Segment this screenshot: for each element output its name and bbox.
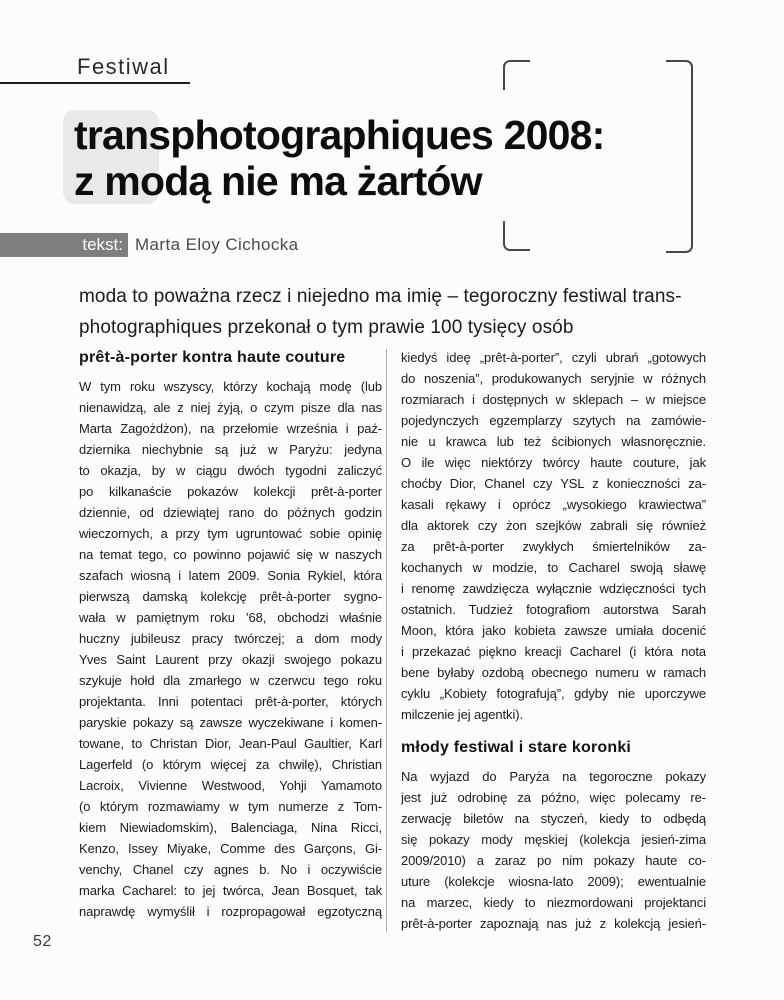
text-line: prêt-à-porter zapoznają nas już z kolekcją jesień-: [401, 916, 706, 931]
text-line: szafach wiosną i latem 2009. Sonia Rykiel, która: [79, 568, 382, 583]
text-line: paryskie pokazy są zawsze wyczekiwane i komen-: [79, 715, 382, 730]
text-line: Lagerfeld (o którym więcej za chwilę), Christian: [79, 757, 382, 772]
text-line: kasali rękawy i oprócz „wysokiego krawiectwa”: [401, 497, 706, 512]
text-line: Kenzo, Issey Miyake, Comme des Garçons, Gi-: [79, 841, 382, 856]
text-line: jest już odrobinę za późno, więc polecamy re-: [401, 790, 706, 805]
text-line: pojedynczych egzemplarzy szytych na zamówie-: [401, 413, 706, 428]
byline-author: Marta Eloy Cichocka: [135, 235, 299, 254]
text-line: uture (kolekcje wiosna-lato 2009); ewentualnie: [401, 874, 706, 889]
text-line: Na wyjazd do Paryża na tegoroczne pokazy: [401, 769, 706, 784]
photo-frame-bracket-top-left: [503, 60, 530, 90]
text-line: rozmiarach i dostępnych w sklepach – w miejsce: [401, 392, 706, 407]
right-column-paragraph-2: [401, 766, 706, 934]
text-line: Yves Saint Laurent przy okazji swojego pokazu: [79, 652, 382, 667]
text-line: choćby Dior, Chanel czy YSL z konieczności za-: [401, 476, 706, 491]
text-line: pierwszą damską kolekcję prêt-à-porter sygno-: [79, 589, 382, 604]
text-line: projektanta. Inni potentaci prêt-à-porter, których: [79, 694, 382, 709]
text-line: marka Cacharel: to jej twórca, Jean Bosquet, tak: [79, 883, 382, 898]
text-line: ostatnich. Tudzież fotografiom autorstwa Sarah: [401, 602, 706, 617]
text-line: towane, to Christan Dior, Jean-Paul Gaultier, Karl: [79, 736, 382, 751]
left-column-paragraph: [79, 376, 382, 922]
text-line: kiem Niewiadomskim), Balenciaga, Nina Ricci,: [79, 820, 382, 835]
section-label: Festiwal: [77, 54, 170, 79]
column-divider: [386, 349, 387, 932]
text-line: bene byłaby ozdobą obecnego numeru w ramach: [401, 665, 706, 680]
text-line: Moon, która jako kobieta zawsze umiała docenić: [401, 623, 706, 638]
text-line: O ile więc niektórzy twórcy haute couture, jak: [401, 455, 706, 470]
text-line: kiedyś ideę „prêt-à-porter”, czyli ubrań „gotowych: [401, 350, 706, 365]
article-title-line1: transphotographiques 2008:: [74, 112, 605, 158]
text-line: nienawidzą, ale z niej żyją, o czym pisze dla nas: [79, 400, 382, 415]
text-line: naprawdę wymyślił i rozpropagował egzotyczną: [79, 904, 382, 919]
section-header: [0, 54, 190, 84]
lead-paragraph: [79, 281, 711, 343]
text-line: na temat tego, co powinno pojawić się w naszych: [79, 547, 382, 562]
text-line: się pokazy mody męskiej (kolekcja jesień-zima: [401, 832, 706, 847]
text-line: cyklu „Kobiety fotografują”, gdyby nie uporczywe: [401, 686, 706, 701]
text-line: (o którym rozmawiamy w tym numerze z Tom-: [79, 799, 382, 814]
lead-line2: photographiques przekonał o tym prawie 100 tysięcy osób: [79, 317, 574, 338]
article-title-line2: z modą nie ma żartów: [74, 158, 482, 204]
text-line: 2009/2010) a zaraz po nim pokazy haute co-: [401, 853, 706, 868]
lead-line1: moda to poważna rzecz i niejedno ma imię – tegoroczny festiwal trans-: [79, 286, 682, 307]
right-column-paragraph-1-last-line: milczenie jej agentki).: [401, 707, 523, 722]
right-column: [401, 347, 706, 934]
text-line: dziennie, od dziewiątej rano do późnych godzin: [79, 505, 382, 520]
text-line: dla aktorek czy żon szejków zabrali się również: [401, 518, 706, 533]
left-column-heading: prêt-à-porter kontra haute couture: [79, 349, 346, 366]
text-line: huczny jubileusz pracy twórczej; a dom mody: [79, 631, 382, 646]
text-line: na marzec, kiedy to niezmordowani projektanci: [401, 895, 706, 910]
text-line: Lacroix, Vivienne Westwood, Yohji Yamamoto: [79, 778, 382, 793]
text-line: zerwację biletów na styczeń, kiedy to odbędą: [401, 811, 706, 826]
page-number: 52: [33, 933, 52, 950]
text-line: kochanych w modzie, to Cacharel swoją sławę: [401, 560, 706, 575]
text-line: i przekazać piękno kreacji Cacharel (i która nota: [401, 644, 706, 659]
text-line: venchy, Chanel czy agnes b. No i oczywiście: [79, 862, 382, 877]
article-title: [74, 112, 714, 204]
right-column-heading: młody festiwal i stare koronki: [401, 739, 632, 756]
text-line: dziernika niechybnie są już w Paryżu: jedyna: [79, 442, 382, 457]
photo-frame-bracket-bottom-left: [503, 221, 530, 251]
text-line: wieczornych, a przy tym ugruntować sobie opinię: [79, 526, 382, 541]
text-line: to okazja, by w ciągu dwóch tygodni zaliczyć: [79, 463, 382, 478]
byline-bar: [0, 233, 128, 257]
byline-label: tekst:: [82, 235, 123, 254]
text-line: Marta Zagożdżon), na przełomie września i paź-: [79, 421, 382, 436]
text-line: szykuje hołd dla zmarłego w czerwcu tego roku: [79, 673, 382, 688]
text-line: za prêt-à-porter zwykłych śmiertelników za-: [401, 539, 706, 554]
text-line: i renomę zawdzięcza wyłącznie wdzięczności tych: [401, 581, 706, 596]
text-line: wała w pamiętnym roku ’68, obchodzi właśnie: [79, 610, 382, 625]
text-line: do noszenia”, produkowanych seryjnie w różnych: [401, 371, 706, 386]
text-line: nie u krawca lub też ścibionych własnoręcznie.: [401, 434, 706, 449]
text-line: po kilkanaście pokazów kolekcji prêt-à-porter: [79, 484, 382, 499]
text-line: W tym roku wszyscy, którzy kochają modę (lub: [79, 379, 382, 394]
right-column-paragraph-1: [401, 347, 706, 704]
left-column: [79, 347, 382, 922]
